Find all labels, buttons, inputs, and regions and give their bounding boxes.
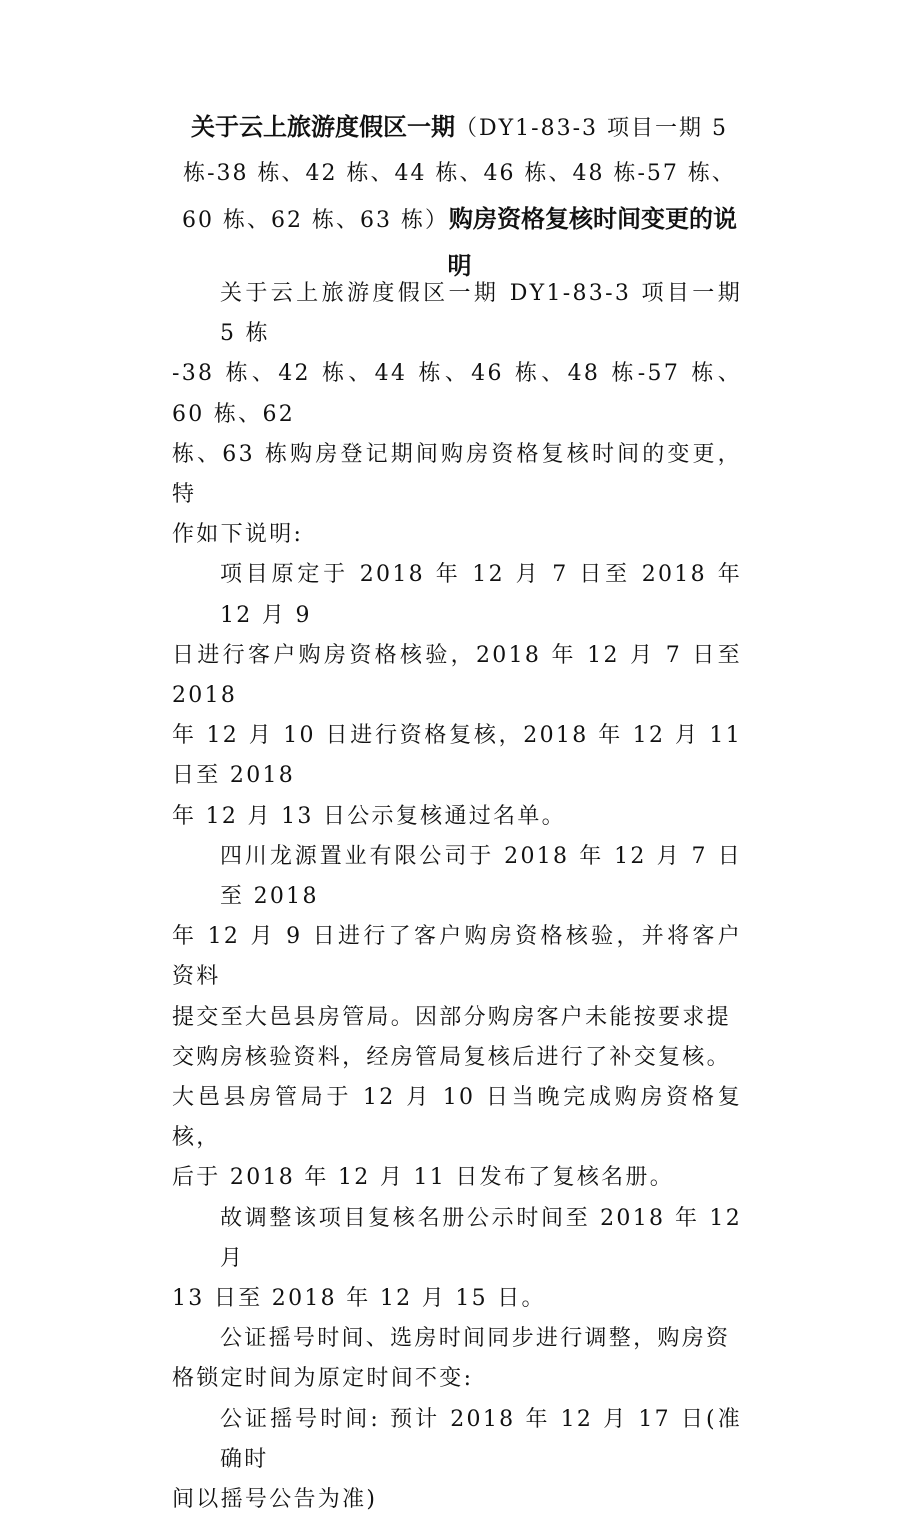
text-line: -38 栋、42 栋、44 栋、46 栋、48 栋-57 栋、60 栋、62	[172, 361, 742, 427]
title-project-scope: （DY1-83-3 项目一期 5 栋-38 栋、42 栋、44 栋、46 栋、48 栋-57 栋、60 栋、62 栋、63 栋）	[182, 116, 736, 233]
document-body	[172, 274, 742, 1520]
text-line: 间以摇号公告为准)	[172, 1487, 378, 1513]
text-line: 13 日至 2018 年 12 月 15 日。	[172, 1286, 546, 1312]
title-bold-start: 关于云上旅游度假区一期	[190, 112, 455, 141]
text-line: 故调整该项目复核名册公示时间至 2018 年 12 月	[220, 1205, 742, 1271]
paragraph-lottery-time	[172, 1400, 742, 1520]
text-line: 后于 2018 年 12 月 11 日发布了复核名册。	[172, 1165, 675, 1191]
text-line: 公证摇号时间: 预计 2018 年 12 月 17 日(准确时	[220, 1406, 742, 1472]
text-line: 四川龙源置业有限公司于 2018 年 12 月 7 日至 2018	[220, 843, 742, 910]
text-line: 年 12 月 9 日进行了客户购房资格核验，并将客户资料	[172, 924, 742, 990]
title-bold-end: 购房资格复核时间变更的说明	[447, 204, 737, 280]
text-line: 格锁定时间为原定时间不变:	[172, 1366, 474, 1392]
paragraph-review-process	[172, 837, 742, 1199]
document-title	[172, 104, 747, 290]
paragraph-intro	[172, 274, 742, 555]
text-line: 提交至大邑县房管局。因部分购房客户未能按要求提	[172, 1004, 731, 1030]
paragraph-lottery-adjustment	[172, 1319, 742, 1399]
paragraph-adjusted-publicity	[172, 1199, 742, 1320]
text-line: 年 12 月 10 日进行资格复核，2018 年 12 月 11 日至 2018	[172, 723, 742, 789]
text-line: 作如下说明:	[172, 522, 304, 548]
text-line: 日进行客户购房资格核验，2018 年 12 月 7 日至 2018	[172, 642, 742, 709]
paragraph-original-schedule	[172, 555, 742, 836]
text-line: 关于云上旅游度假区一期 DY1-83-3 项目一期 5 栋	[220, 281, 742, 347]
text-line: 年 12 月 13 日公示复核通过名单。	[172, 803, 566, 829]
text-line: 大邑县房管局于 12 月 10 日当晚完成购房资格复核，	[172, 1085, 742, 1151]
text-line: 栋、63 栋购房登记期间购房资格复核时间的变更，特	[172, 441, 742, 508]
text-line: 公证摇号时间、选房时间同步进行调整，购房资	[220, 1326, 731, 1352]
text-line: 项目原定于 2018 年 12 月 7 日至 2018 年 12 月 9	[220, 562, 742, 628]
text-line: 交购房核验资料，经房管局复核后进行了补交复核。	[172, 1044, 731, 1070]
